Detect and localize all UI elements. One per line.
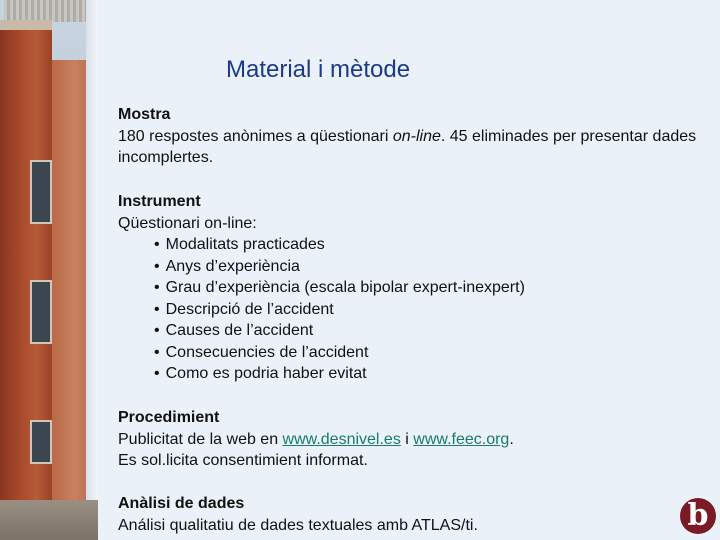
photo-window (30, 280, 52, 344)
list-item-text: Causes de l’accident (165, 322, 314, 339)
list-item (154, 234, 718, 256)
list-item-text: Anys d’experiència (165, 257, 300, 275)
mostra-text (118, 126, 718, 169)
mostra-text-italic: on-line (392, 127, 441, 145)
procediment-line2: Es sol.licita consentimient informat. (118, 452, 368, 469)
list-item (154, 342, 718, 364)
university-logo-icon: b (680, 498, 716, 534)
section-heading-procediment: Procedimient (118, 409, 220, 426)
section-instrument (118, 191, 718, 385)
feec-link[interactable]: www.feec.org (413, 430, 510, 448)
photo-window (30, 160, 52, 224)
instrument-intro: Qüestionari on-line: (118, 214, 257, 232)
instrument-list (118, 234, 718, 385)
desnivel-link[interactable]: www.desnivel.es (282, 430, 401, 448)
procediment-line1-prefix: Publicitat de la web en (118, 430, 283, 448)
slide-title: Material i mètode (226, 56, 411, 83)
list-item-text: Modalitats practicades (165, 236, 325, 253)
list-item (154, 320, 718, 342)
section-heading-instrument: Instrument (118, 193, 201, 210)
section-mostra (118, 104, 718, 169)
procediment-line1-mid: i (400, 430, 414, 448)
analisi-text: Análisi qualitatiu de dades textuales amb ATLAS/ti. (118, 516, 478, 534)
section-heading-analisi: Anàlisi de dades (118, 495, 245, 512)
list-item (154, 363, 718, 385)
list-item-text: Grau d’experiència (escala bipolar expert-inexpert) (165, 279, 525, 296)
building-photo (0, 0, 98, 540)
procediment-line1 (118, 429, 718, 451)
photo-window (30, 420, 52, 464)
photo-column (86, 0, 98, 540)
photo-roof-slats (4, 0, 94, 22)
section-procediment (118, 407, 718, 472)
mostra-text-end: . 45 eliminades per presentar dades incomplertes. (118, 127, 697, 166)
list-item-text: Descripció de l’accident (165, 300, 334, 318)
procediment-line1-suffix: . (509, 430, 514, 448)
photo-ground (0, 500, 98, 540)
mostra-text-start: 180 respostes anònimes a qüestionari (118, 127, 393, 145)
list-item-text: Como es podria haber evitat (165, 365, 367, 382)
list-item (154, 299, 718, 321)
section-analisi (118, 493, 718, 536)
list-item-text: Consecuencies de l’accident (165, 343, 369, 361)
list-item (154, 277, 718, 299)
section-heading-mostra: Mostra (118, 106, 171, 123)
list-item (154, 256, 718, 278)
